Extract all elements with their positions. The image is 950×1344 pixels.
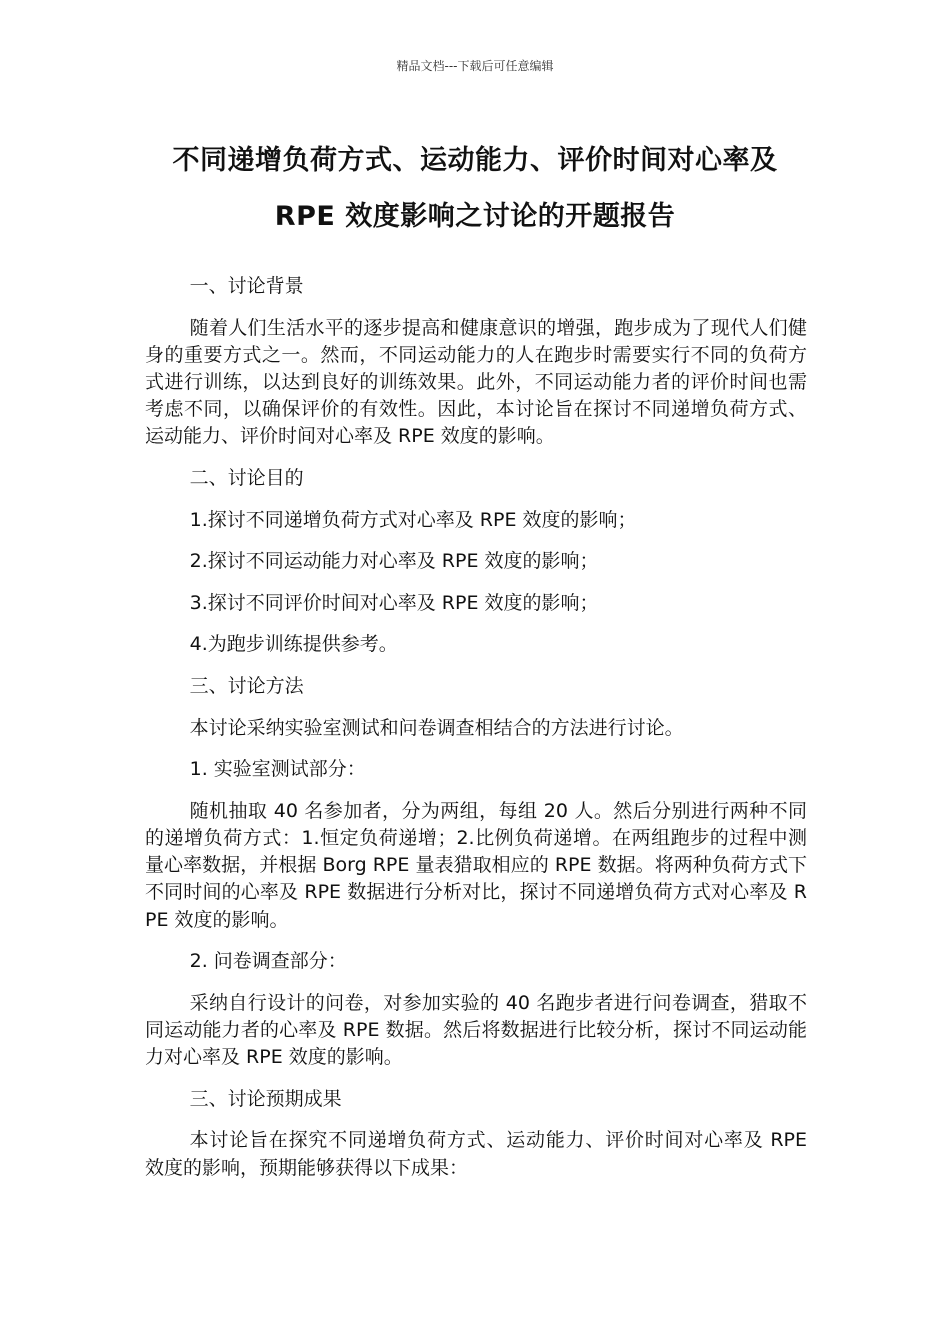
method-subheading-survey: 2. 问卷调查部分：: [189, 950, 347, 973]
section-heading-method: 三、讨论方法: [189, 674, 304, 697]
purpose-item-1: 1.探讨不同递增负荷方式对心率及 RPE 效度的影响；: [189, 508, 637, 531]
method-subheading-lab: 1. 实验室测试部分：: [189, 758, 366, 781]
section-heading-background: 一、讨论背景: [189, 275, 304, 297]
section-heading-outcomes: 三、讨论预期成果: [189, 1087, 342, 1110]
background-paragraph: 随着人们生活水平的逐步提高和健康意识的增强，跑步成为了现代人们健身的重要方式之一。然而，不同运动能力的人在跑步时需要实行不同的负荷方式进行训练，以达到良好的训练效果。此外，不同运动能力者的评价时间也需考虑不同，以确保评价的有效性。因此，本讨论旨在探讨不同递增负荷方式、运动能力、评价时间对心率及 RPE 效度的影响。: [145, 316, 807, 448]
purpose-item-2: 2.探讨不同运动能力对心率及 RPE 效度的影响；: [189, 550, 599, 573]
outcomes-paragraph: 本讨论旨在探究不同递增负荷方式、运动能力、评价时间对心率及 RPE 效度的影响，预期能够获得以下成果：: [145, 1129, 807, 1179]
title-line-1: 不同递增负荷方式、运动能力、评价时间对心率及: [172, 145, 778, 176]
document-body: [145, 273, 807, 1196]
page-header: 精品文档---下载后可任意编辑: [396, 59, 554, 73]
method-intro: 本讨论采纳实验室测试和问卷调查相结合的方法进行讨论。: [189, 716, 684, 739]
section-heading-purpose: 二、讨论目的: [189, 467, 304, 489]
method-lab-paragraph: 随机抽取 40 名参加者，分为两组，每组 20 人。然后分别进行两种不同的递增负荷方式：1.恒定负荷递增；2.比例负荷递增。在两组跑步的过程中测量心率数据，并根据 Borg RPE 量表猎取相应的 RPE 数据。将两种负荷方式下不同时间的心率及 RPE 数据进行分析对比，探讨不同递增负荷方式对心率及 RPE 效度的影响。: [145, 799, 807, 931]
purpose-item-4: 4.为跑步训练提供参考。: [189, 633, 398, 656]
document-title: [130, 133, 820, 245]
title-line-2: RPE 效度影响之讨论的开题报告: [274, 201, 676, 232]
purpose-item-3: 3.探讨不同评价时间对心率及 RPE 效度的影响；: [189, 591, 599, 614]
method-survey-paragraph: 采纳自行设计的问卷，对参加实验的 40 名跑步者进行问卷调查，猎取不同运动能力者的心率及 RPE 数据。然后将数据进行比较分析，探讨不同运动能力对心率及 RPE 效度的影响。: [145, 991, 807, 1069]
